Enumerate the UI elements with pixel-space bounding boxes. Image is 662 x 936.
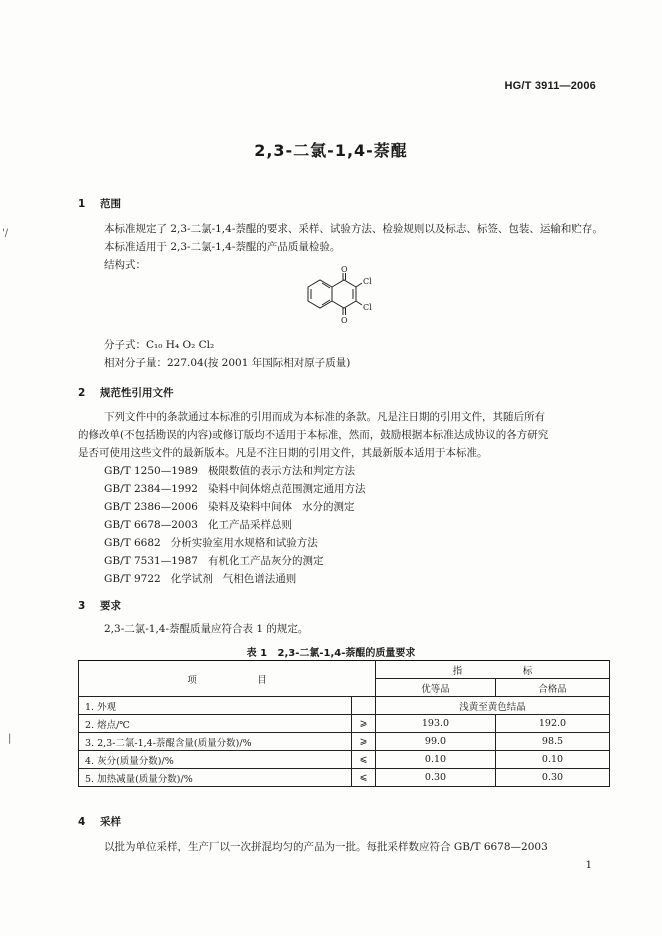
- table-row: [79, 697, 610, 715]
- scope-paragraph-1: 本标准规定了 2,3-二氯-1,4-萘醌的要求、采样、试验方法、检验规则以及标志、标签、包装、运输和贮存。: [104, 223, 603, 235]
- section-number: 3: [78, 600, 86, 612]
- row-premium: 0.10: [376, 751, 496, 769]
- atom-chlorine-top: Cl: [363, 277, 372, 286]
- reference-item: GB/T 1250—1989 极限数值的表示方法和判定方法: [104, 465, 355, 477]
- section-2-heading: [78, 385, 174, 400]
- benzene-ring: [308, 280, 332, 308]
- row-symbol: ⩽: [352, 769, 376, 787]
- row-item: 4. 灰分(质量分数)/%: [79, 751, 352, 769]
- reference-item: GB/T 6678—2003 化工产品采样总则: [104, 519, 292, 531]
- scope-paragraph-2: 本标准适用于 2,3-二氯-1,4-萘醌的产品质量检验。: [104, 241, 341, 253]
- reference-item: GB/T 6682 分析实验室用水规格和试验方法: [104, 537, 318, 549]
- section-4-heading: [78, 814, 121, 829]
- molecular-formula-line: [104, 338, 214, 352]
- margin-mark-mid: |: [8, 733, 12, 744]
- row-symbol: ⩽: [352, 751, 376, 769]
- formula-label: 分子式：: [104, 339, 146, 351]
- row-item: 5. 加热减量(质量分数)/%: [79, 769, 352, 787]
- page-number: 1: [585, 860, 592, 871]
- reference-item: GB/T 2386—2006 染料及染料中间体 水分的测定: [104, 501, 355, 513]
- row-qualified: 0.30: [496, 769, 610, 787]
- requirements-paragraph: 2,3-二氯-1,4-萘醌质量应符合表 1 的规定。: [104, 623, 309, 635]
- references-paragraph-line-2: 的修改单(不包括勘误的内容)或修订版均不适用于本标准，然而，鼓励根据本标准达成协议的各方研究: [78, 429, 549, 441]
- atom-chlorine-bottom: Cl: [363, 303, 372, 312]
- reference-item: GB/T 2384—1992 染料中间体熔点范围测定通用方法: [104, 483, 366, 495]
- section-title: 范围: [100, 198, 121, 210]
- molecular-formula: C₁₀ H₄ O₂ Cl₂: [146, 339, 215, 351]
- row-qualified: 98.5: [496, 733, 610, 751]
- header-item: 项 目: [79, 661, 376, 697]
- table-caption: 表 1 2,3-二氯-1,4-萘醌的质量要求: [246, 648, 416, 659]
- section-1-heading: [78, 196, 121, 211]
- standard-code: HG/T 3911—2006: [504, 80, 596, 92]
- row-item: 2. 熔点/℃: [79, 715, 352, 733]
- row-symbol: [352, 697, 376, 715]
- table-row: [79, 769, 610, 787]
- row-item: 3. 2,3-二氯-1,4-萘醌含量(质量分数)/%: [79, 733, 352, 751]
- structural-formula-figure: [296, 265, 380, 332]
- row-premium: 99.0: [376, 733, 496, 751]
- quinone-ring: [332, 280, 356, 308]
- margin-mark-top: '/: [2, 228, 9, 239]
- atom-oxygen-bottom: O: [341, 316, 348, 325]
- header-qualified: 合格品: [496, 679, 610, 697]
- row-qualified: 0.10: [496, 751, 610, 769]
- row-merged-value: 浅黄至黄色结晶: [376, 697, 610, 715]
- row-premium: 193.0: [376, 715, 496, 733]
- molecular-mass: 相对分子量：227.04(按 2001 年国际相对原子质量): [104, 357, 351, 369]
- structure-label: 结构式：: [104, 259, 146, 271]
- section-3-heading: [78, 598, 121, 613]
- row-symbol: ⩾: [352, 715, 376, 733]
- section-title: 规范性引用文件: [100, 387, 174, 399]
- section-number: 1: [78, 198, 86, 210]
- section-number: 4: [78, 816, 86, 828]
- header-index: 指 标: [376, 661, 610, 679]
- row-qualified: 192.0: [496, 715, 610, 733]
- quality-requirements-table: [78, 660, 610, 787]
- sampling-paragraph: 以批为单位采样，生产厂以一次拼混均匀的产品为一批。每批采样数应符合 GB/T 6678—2003: [104, 841, 548, 853]
- references-paragraph-line-1: 下列文件中的条款通过本标准的引用而成为本标准的条款。凡是注日期的引用文件，其随后所有: [104, 411, 545, 423]
- atom-oxygen-top: O: [341, 265, 348, 274]
- table-row: [79, 733, 610, 751]
- section-title: 要求: [100, 600, 121, 612]
- document-title: 2,3-二氯-1,4-萘醌: [254, 141, 408, 160]
- row-premium: 0.30: [376, 769, 496, 787]
- reference-item: GB/T 7531—1987 有机化工产品灰分的测定: [104, 555, 324, 567]
- section-number: 2: [78, 387, 86, 399]
- header-premium: 优等品: [376, 679, 496, 697]
- table-row: [79, 715, 610, 733]
- row-item: 1. 外观: [79, 697, 352, 715]
- references-paragraph-line-3: 是否可使用这些文件的最新版本。凡是不注日期的引用文件，其最新版本适用于本标准。: [78, 447, 488, 459]
- table-header-row: [79, 661, 610, 679]
- section-title: 采样: [100, 816, 121, 828]
- reference-item: GB/T 9722 化学试剂 气相色谱法通则: [104, 573, 297, 585]
- row-symbol: ⩾: [352, 733, 376, 751]
- table-row: [79, 751, 610, 769]
